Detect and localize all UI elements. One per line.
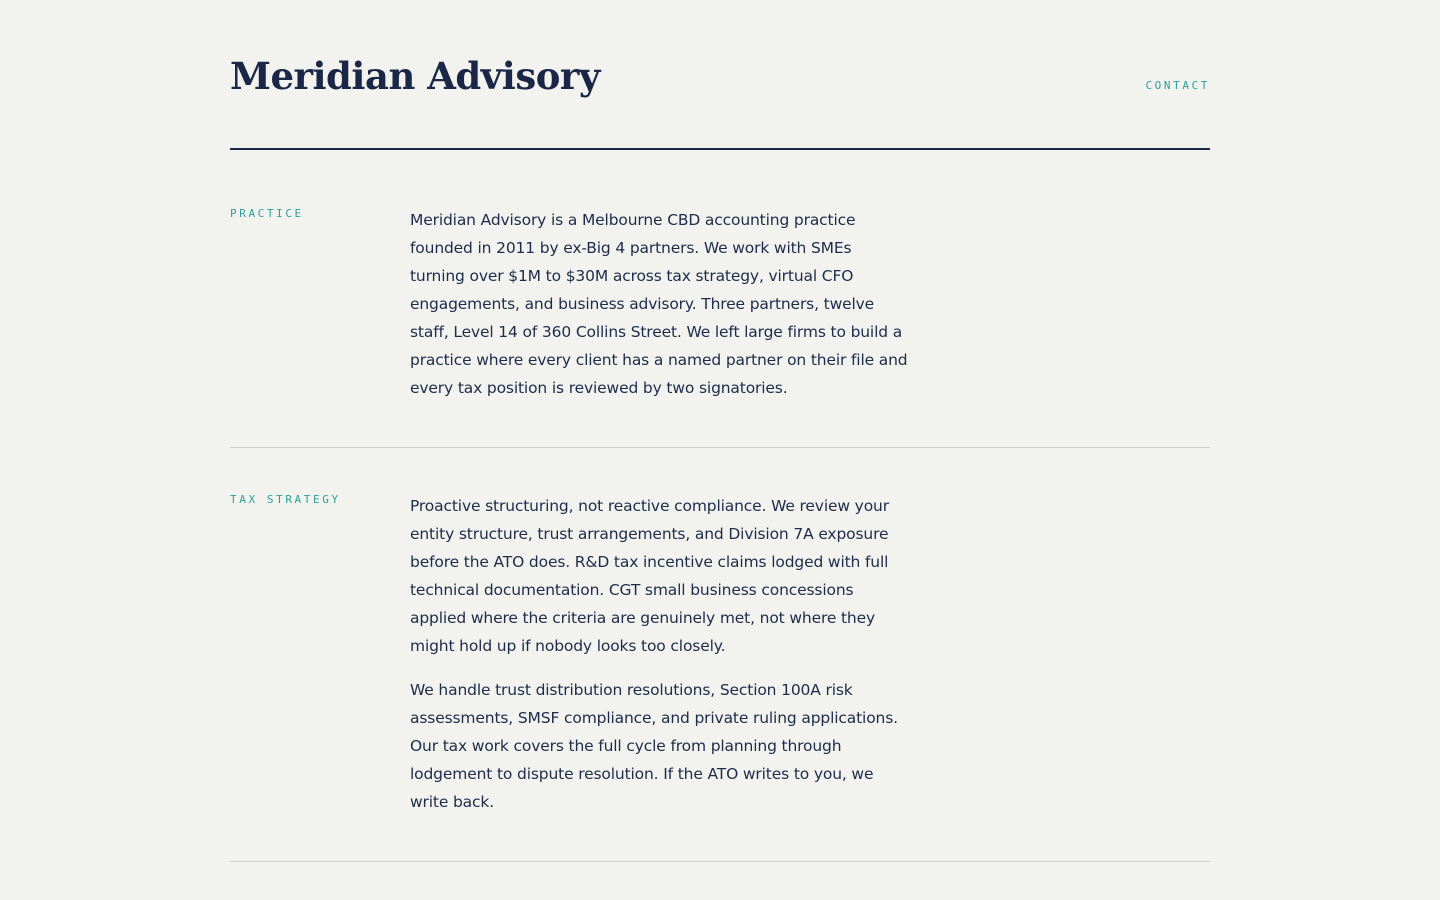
section-paragraph: Meridian Advisory is a Melbourne CBD accounting practice founded in 2011 by ex-Big 4 partners. We work with SMEs turning over $1M to $30M across tax strategy, virtual CFO engagements, and business advisory. Three partners, twelve staff, Level 14 of 360 Collins Street. We left large firms to build a practice where every client has a named partner on their file and every tax position is reviewed by two signatories.: [410, 211, 908, 397]
section-divider: [230, 447, 1210, 448]
section-body: [410, 492, 908, 832]
header-divider: [230, 148, 1210, 150]
section-paragraph: Proactive structuring, not reactive compliance. We review your entity structure, trust arrangements, and Division 7A exposure before the ATO does. R&D tax incentive claims lodged with full technical documentation. CGT small business concessions applied where the criteria are genuinely met, not where they might hold up if nobody looks too closely.: [410, 497, 889, 655]
section-label: PRACTICE: [230, 207, 304, 220]
site-header: [230, 52, 1210, 112]
section-label: TAX STRATEGY: [230, 493, 341, 506]
brand-title[interactable]: Meridian Advisory: [230, 54, 600, 98]
section-body: [410, 206, 908, 418]
contact-link[interactable]: CONTACT: [1145, 79, 1210, 92]
section-paragraph: We handle trust distribution resolutions, Section 100A risk assessments, SMSF compliance, and private ruling applications. Our tax work covers the full cycle from planning through lodgement to dispute resolution. If the ATO writes to you, we write back.: [410, 681, 898, 811]
section-divider: [230, 861, 1210, 862]
